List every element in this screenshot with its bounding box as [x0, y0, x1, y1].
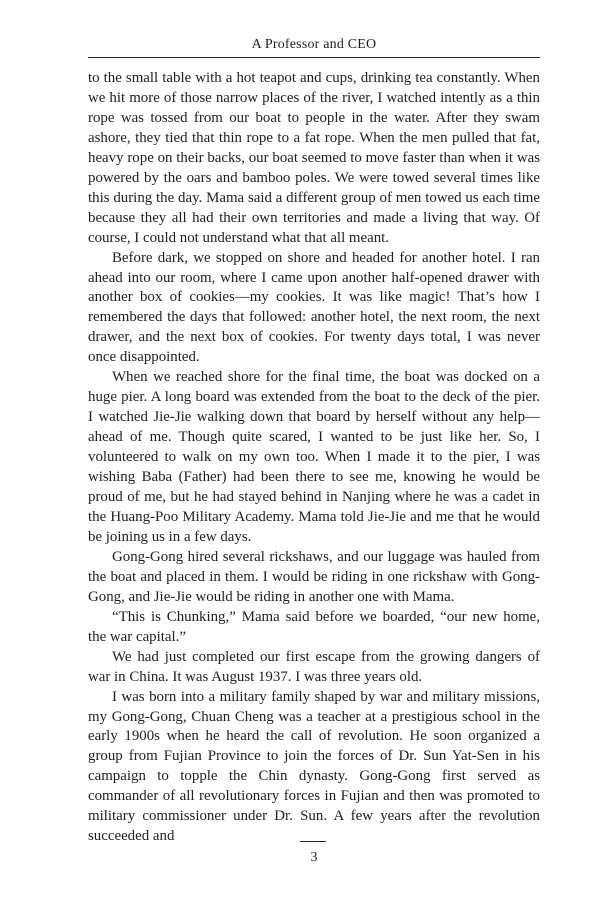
body-text	[88, 69, 540, 847]
page-number: 3	[310, 850, 318, 865]
paragraph: When we reached shore for the final time, the boat was docked on a huge pier. A long board was extended from the boat to the deck of the pier. I watched Jie-Jie walking down that board by herself without any help—ahead of me. Though quite scared, I wanted to be just like her. So, I volunteered to walk on my own too. When I made it to the pier, I was wishing Baba (Father) had been there to see me, knowing he would be proud of me, but he had stayed behind in Nanjing where he was a cadet in the Huang-Poo Military Academy. Mama told Jie-Jie and me that he would be joining us in a few days.	[88, 369, 540, 545]
header-rule	[88, 57, 540, 58]
paragraph-continued: to the small table with a hot teapot and cups, drinking tea constantly. When we hit more of those narrow places of the river, I watched intently as a thin rope was tossed from our boat to people in the water. After they swam ashore, they tied that thin rope to a fat rope. When the men pulled that fat, heavy rope on their backs, our boat seemed to move faster than when it was powered by the oars and bamboo poles. We were towed several times like this during the day. Mama said a different group of men towed us each time because they all had their own territories and made a living that way. Of course, I could not understand what that all meant.	[88, 70, 540, 246]
paragraph: I was born into a military family shaped by war and military missions, my Gong-Gong, Chuan Cheng was a teacher at a prestigious school in the early 1900s when he heard the call of revolution. He soon organized a group from Fujian Province to join the forces of Dr. Sun Yat-Sen in his campaign to topple the Chin dynasty. Gong-Gong first served as commander of all revolutionary forces in Fujian and then was promoted to military commissioner under Dr. Sun. A few years after the revolution succeeded and	[88, 688, 540, 845]
paragraph: Before dark, we stopped on shore and headed for another hotel. I ran ahead into our room, where I came upon another half-opened drawer with another box of cookies—my cookies. It was like magic! That’s how I remembered the days that followed: another hotel, the next room, the next drawer, and the next box of cookies. For twenty days total, I was never once disappointed.	[88, 249, 540, 366]
footer-rule	[300, 841, 326, 842]
running-head-title: A Professor and CEO	[251, 37, 377, 52]
paragraph: “This is Chunking,” Mama said before we boarded, “our new home, the war capital.”	[88, 608, 540, 645]
paragraph: Gong-Gong hired several rickshaws, and our luggage was hauled from the boat and placed in them. I would be riding in one rickshaw with Gong-Gong, and Jie-Jie would be riding in another one with Mama.	[88, 548, 540, 605]
paragraph: We had just completed our first escape from the growing dangers of war in China. It was August 1937. I was three years old.	[88, 648, 540, 685]
